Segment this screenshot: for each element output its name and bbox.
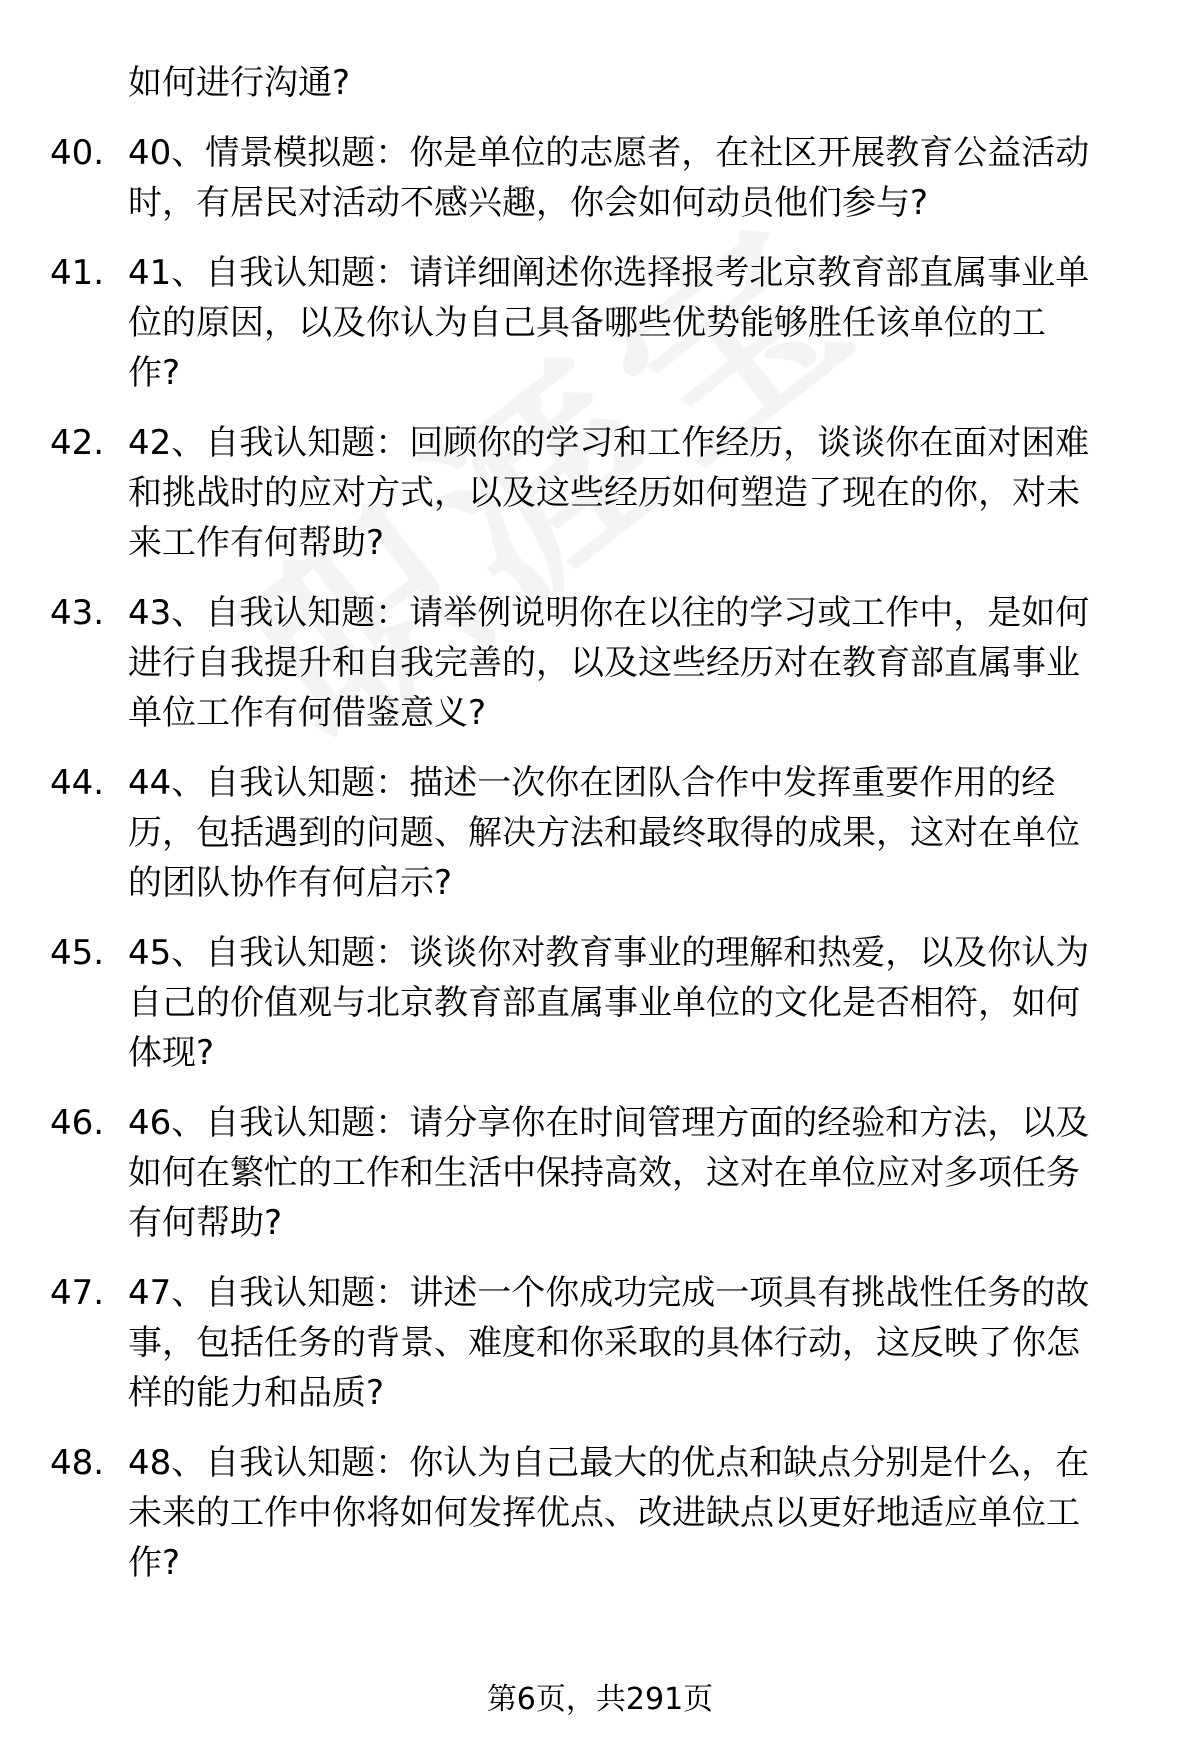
item-text: 42、自我认知题：回顾你的学习和工作经历，谈谈你在面对困难 和挑战时的应对方式，以及这些经历如何塑造了现在的你，对未 来工作有何帮助? (128, 423, 1090, 563)
item-text: 41、自我认知题：请详细阐述你选择报考北京教育部直属事业单 位的原因，以及你认为自己具备哪些优势能够胜任该单位的工 作? (128, 253, 1090, 393)
item-number: 41. (50, 253, 105, 293)
item-text: 48、自我认知题：你认为自己最大的优点和缺点分别是什么，在 未来的工作中你将如何发挥优点、改进缺点以更好地适应单位工 作? (128, 1443, 1090, 1583)
item-text: 43、自我认知题：请举例说明你在以往的学习或工作中，是如何 进行自我提升和自我完善的，以及这些经历对在教育部直属事业 单位工作有何借鉴意义? (128, 593, 1090, 733)
item-number: 45. (50, 933, 105, 973)
item-number: 47. (50, 1273, 105, 1313)
item-text: 45、自我认知题：谈谈你对教育事业的理解和热爱，以及你认为 自己的价值观与北京教育部直属事业单位的文化是否相符，如何 体现? (128, 933, 1090, 1073)
item-text: 40、情景模拟题：你是单位的志愿者，在社区开展教育公益活动 时，有居民对活动不感兴趣，你会如何动员他们参与? (128, 133, 1090, 223)
item-text: 44、自我认知题：描述一次你在团队合作中发挥重要作用的经 历，包括遇到的问题、解决方法和最终取得的成果，这对在单位 的团队协作有何启示? (128, 763, 1080, 903)
item-text: 46、自我认知题：请分享你在时间管理方面的经验和方法，以及 如何在繁忙的工作和生活中保持高效，这对在单位应对多项任务 有何帮助? (128, 1103, 1090, 1243)
item-number: 42. (50, 423, 105, 463)
continuation-text: 如何进行沟通? (128, 63, 351, 103)
item-number: 44. (50, 763, 105, 803)
item-number: 46. (50, 1103, 105, 1143)
item-text: 47、自我认知题：讲述一个你成功完成一项具有挑战性任务的故 事，包括任务的背景、难度和你采取的具体行动，这反映了你怎 样的能力和品质? (128, 1273, 1090, 1413)
item-number: 43. (50, 593, 105, 633)
item-number: 40. (50, 133, 105, 173)
page-footer: 第6页，共291页 (486, 1682, 714, 1717)
item-number: 48. (50, 1443, 105, 1483)
